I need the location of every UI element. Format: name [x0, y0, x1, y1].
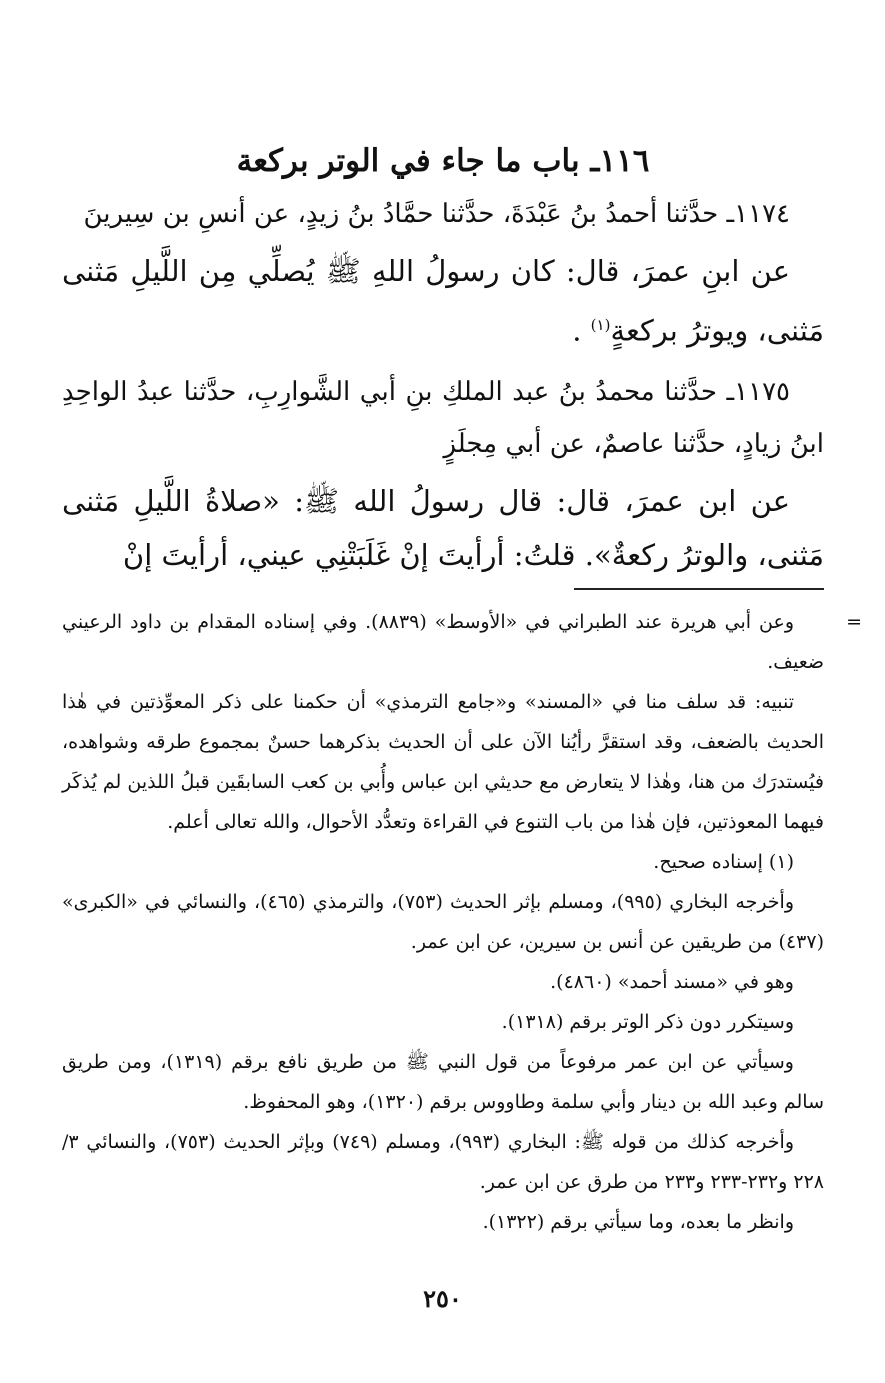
footnote-1-qawl: وأخرجه كذلك من قوله ﷺ: البخاري (٩٩٣)، ومسلم (٧٤٩) وبإثر الحديث (٧٥٣)، والنسائي ٣/ ٢٢٨ و٢٣٢-٢٣٣ و٢٣٣ من طرق عن ابن عمر. — [62, 1130, 824, 1193]
footnote-1-grade: (١) إسناده صحيح. — [653, 850, 794, 873]
footnote-1-marfu: وسيأتي عن ابن عمر مرفوعاً من قول النبي ﷺ من طريق نافع برقم (١٣١٩)، ومن طريق سالم وعبد الله بن دينار وأبي سلمة وطاووس برقم (١٣٢٠)، وهو المحفوظ. — [62, 1050, 824, 1113]
hadith-1174-chain: ١١٧٤ـ حدَّثنا أحمدُ بنُ عَبْدَةَ، حدَّثنا حمَّادُ بنُ زيدٍ، عن أنسِ بن سِيرينَ — [83, 199, 790, 229]
page-body — [62, 138, 862, 1242]
continued-footnote-mark: = — [846, 610, 862, 633]
footnote-1-repeat: وسيتكرر دون ذكر الوتر برقم (١٣١٨). — [501, 1010, 794, 1033]
hadith-1175-chain: ١١٧٥ـ حدَّثنا محمدُ بنُ عبد الملكِ بنِ أبي الشَّوارِبِ، حدَّثنا عبدُ الواحِدِ ابنُ زيادٍ، حدَّثنا عاصمٌ، عن أبي مِجلَزٍ — [62, 376, 824, 459]
footnotes — [62, 602, 862, 1242]
footnote-separator — [574, 588, 824, 590]
hadith-1174-matn: عن ابنِ عمرَ، قال: كان رسولُ اللهِ ﷺ يُصلِّي مِن اللَّيلِ مَثنى مَثنى، ويوترُ بركعةٍ — [62, 254, 824, 348]
hadith-1174-end: . — [572, 313, 582, 348]
hadith-1175-text: عن ابن عمرَ، قال: قال رسولُ الله ﷺ: «صلاةُ اللَّيلِ مَثنى مَثنى، والوترُ ركعةٌ». قلتُ: أرأيتَ إنْ غَلَبَتْنِي عيني، أرأيتَ إنْ — [62, 483, 824, 572]
footnote-tanbih: تنبيه: قد سلف منا في «المسند» و«جامع الترمذي» أن حكمنا على ذكر المعوِّذتين في هٰذا الحديث بالضعف، وقد استقرَّ رأيُنا الآن على أن الحديث بذكرهما حسنٌ بمجموع طرقه وشواهده، فيُستدرَك من هنا، وهٰذا لا يتعارض مع حديثي ابن عباس وأُبي بن كعب السابقَين قبلُ اللذين لم يُذكَر فيهما المعوذتين، فإن هٰذا من باب التنوع في القراءة وتعدُّد الأحوال، والله تعالى أعلم. — [62, 690, 824, 833]
footnote-1-see-also: وانظر ما بعده، وما سيأتي برقم (١٣٢٢). — [482, 1210, 794, 1233]
footnote-1-takhrij: وأخرجه البخاري (٩٩٥)، ومسلم بإثر الحديث (٧٥٣)، والترمذي (٤٦٥)، والنسائي في «الكبرى» (٤٣٧) من طريقين عن أنس بن سيرين، عن ابن عمر. — [62, 890, 824, 953]
chapter-title: ١١٦ـ باب ما جاء في الوتر بركعة — [236, 143, 650, 179]
footnote-ref-1[interactable]: (١) — [590, 316, 611, 334]
footnote-1-musnad: وهو في «مسند أحمد» (٤٨٦٠). — [550, 970, 794, 993]
footnote-continued: وعن أبي هريرة عند الطبراني في «الأوسط» (٨٨٣٩). وفي إسناده المقدام بن داود الرعيني ضعيف. — [62, 610, 824, 673]
hadith-1174-text — [62, 244, 824, 358]
page-number: ٢٥٠ — [423, 1284, 462, 1313]
